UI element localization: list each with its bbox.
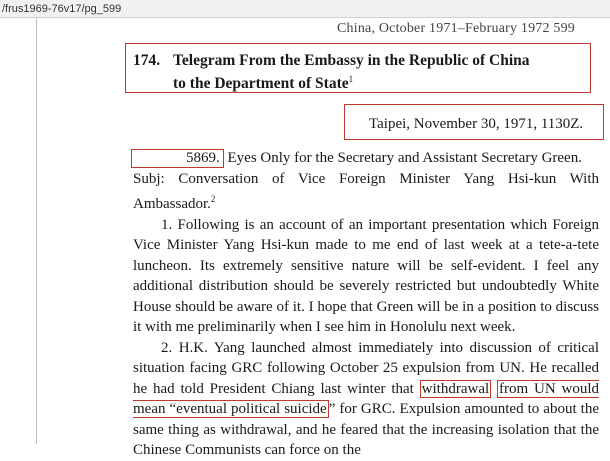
eyes-only-text: Eyes Only for the Secretary and Assistant Secretary Green. bbox=[223, 150, 582, 166]
highlight-withdrawal: withdrawal bbox=[421, 380, 490, 397]
subject-line: Subj: Conversation of Vice Foreign Minister Yang Hsi-kun With Ambassador.$^2$ bbox=[133, 170, 599, 212]
paragraph-1: 1. Following is an account of an important presentation which Foreign Vice Minister Yang Hsi-kun made to me end of last week at a tete-a-tete luncheon. Its extremely sensitive nature will be self-evident. I feel any additional distribution should be severely restricted but undoubtedly White House should be aware of it. I hope that Green will be in a position to discuss it with me preliminarily when I see him in Honolulu next week. bbox=[133, 216, 599, 335]
telegram-header-paragraph bbox=[133, 148, 599, 169]
running-head: China, October 1971–February 1972 599 bbox=[337, 21, 575, 36]
address-bar[interactable] bbox=[0, 0, 610, 18]
paragraph-2: 2. H.K. Yang launched almost immediately into discussion of critical situation facing GRC following October 25 expulsion from UN. He recalled he had told President Chiang last winter that withdrawal from UN would mean “eventual political suicide ” for GRC. Expulsion amounted to about the same thing as withdrawal, and he feared that the increasing isolation that the Chinese Communists can force on the bbox=[133, 339, 600, 458]
document-body bbox=[133, 148, 599, 461]
title-footnote-ref[interactable]: 1 bbox=[348, 74, 354, 84]
telegram-number: 5869. bbox=[131, 149, 224, 168]
title-line-2: to the Department of State bbox=[173, 75, 349, 93]
subject-footnote-ref[interactable]: 2 bbox=[210, 194, 216, 204]
left-gutter bbox=[0, 18, 37, 444]
url-text: /frus1969-76v17/pg_599 bbox=[2, 3, 122, 15]
document-title bbox=[133, 51, 573, 93]
title-line-1: Telegram From the Embassy in the Republic of China bbox=[173, 52, 530, 69]
dateline: Taipei, November 30, 1971, 1130Z. bbox=[369, 116, 584, 132]
document-page bbox=[37, 18, 610, 458]
document-number: 174. bbox=[133, 52, 161, 69]
highlight-political-suicide: from UN would mean “eventual political suicide bbox=[133, 380, 600, 417]
